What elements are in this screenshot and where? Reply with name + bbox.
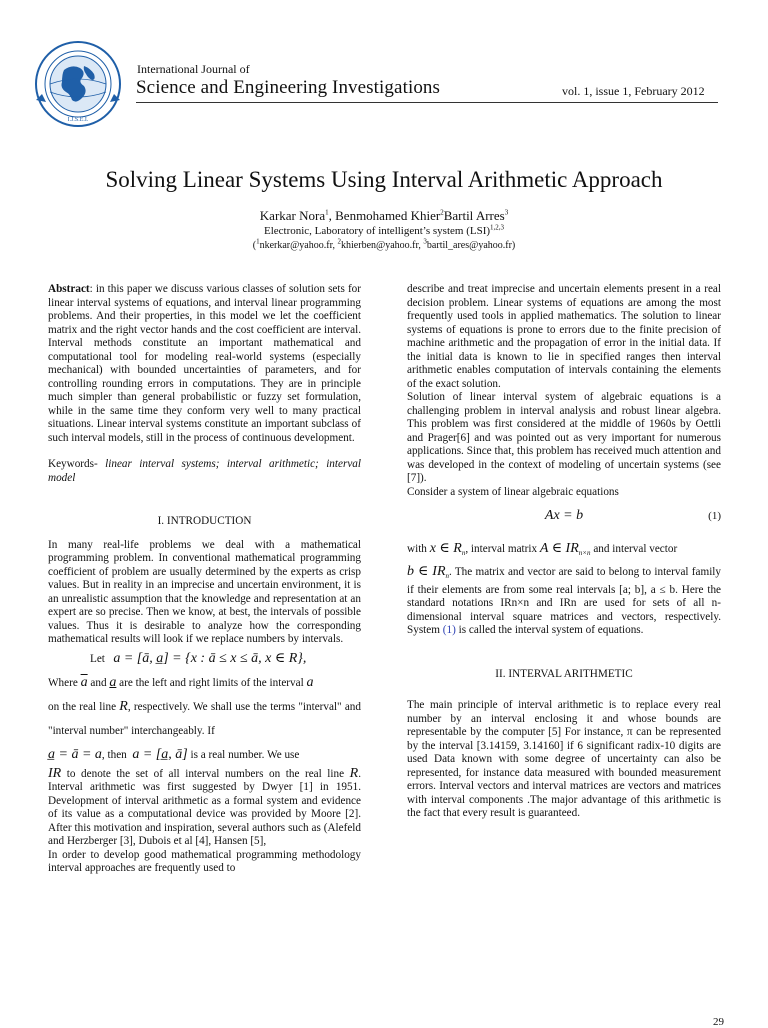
paper-title: Solving Linear Systems Using Interval Arithmetic Approach [105, 167, 663, 192]
author-2: Benmohamed Khier [335, 208, 441, 223]
right-paragraph-1: describe and treat imprecise and uncertain elements present in a real decision problem. Linear systems of equations are among the most frequently used tools in applied mathematics. The solution to linear systems of equations is prone to errors due to the finite precision of machine arithmetic and the propagation of error in the initial data. If the initial data is known to lie in specified ranges then interval arithmetic enables computation of intervals containing the elements of the exact solution. [407, 283, 721, 390]
section-heading-interval-arithmetic: II. INTERVAL ARITHMETIC [495, 667, 633, 680]
journal-title: Science and Engineering Investigations [136, 77, 441, 98]
intro-paragraph-2: In order to develop good mathematical programming methodology interval approaches are frequently used to [48, 848, 361, 874]
page-number: 29 [713, 1016, 724, 1028]
section-heading-introduction: I. INTRODUCTION [157, 515, 252, 527]
right-paragraph-2: Solution of linear interval system of algebraic equations is a challenging problem in interval analysis and robust linear algebra. This problem was first considered at the middle of 1960s by Oettli and Prager[6] and was pointed out as very important for numerous applications. Since that, this problem has received much attention and was developed in the context of modeling of uncertain systems (see [7]). [407, 391, 721, 484]
right-paragraph-4: b ∈ $IR_n$. The matrix and vector are said to belong to interval family if their elements are from some real intervals [a; b], a ≤ b. Here the standard notations IRn×n and IRn are used for sets of all n-dimensional interval square matrices and vectors, respectively. System (1) is called the interval system of equations. [407, 564, 722, 637]
volume-info: vol. 1, issue 1, February 2012 [562, 84, 705, 98]
interval-formula: a = [ā, a̲] = {x : ā ≤ x ≤ ā, x ∈ R}, [113, 650, 307, 666]
interval-definition: Let a = [ā, a̲] = {x : ā ≤ x ≤ ā, x ∈ R}, [90, 650, 307, 666]
logo-seal-text: I.J.S.E.I. [67, 117, 89, 123]
journal-prefix: International Journal of [137, 62, 250, 76]
abstract-label: Abstract [48, 283, 90, 295]
email-3[interactable]: bartil_ares@yahoo.fr) [426, 240, 516, 251]
affiliation: Electronic, Laboratory of intelligent’s system (LSI)$^{1,2,3}$ [263, 223, 505, 237]
equation-1-number: (1) [708, 510, 721, 522]
authors: Karkar Nora$^1$, Benmohamed Khier$^2$Bartil Arres$^3$ [259, 208, 509, 223]
globe-seal-icon [24, 40, 132, 128]
interval-history: IR to denote the set of all interval numbers on the real line R. Interval arithmetic was first suggested by Dwyer [1] in 1951. Development of interval arithmetic as a formal system and evidence of its value as a computational device was provided by Moore [2]. After this motivation and inspiration, several authors such as (Alefeld and Herzberger [3], Dubois et al [4], Hansen [5], [48, 765, 362, 847]
abstract: Abstract: in this paper we discuss various classes of solution sets for linear interval systems of equations, and interval linear programming problems. And their properties, in this model we let the coefficient matrix and the right vector hands and the cost coefficient are interval. Interval methods constitute an important mathematical and computational tool for modeling real-world systems (especially mechanical) with bounded uncertainties of parameters, and for controlling rounding errors in computations. They are in principle much simpler than general probabilistic or fuzzy set formulation, while in the same time they conform very well to many practical situations. Linear interval systems constitute an important subclass of such interval models, still in the process of continuous development. [48, 283, 361, 444]
keywords: Keywords- linear interval systems; interval arithmetic; interval model [48, 458, 361, 484]
author-emails: ($^1$nkerkar@yahoo.fr, $^2$khierben@yahoo.fr, $^3$bartil_ares@yahoo.fr) [252, 237, 516, 251]
real-number-sentence: a̲ = ā = a, then a = [a̲, ā] is a real number. We use [48, 746, 300, 762]
email-1[interactable]: nkerkar@yahoo.fr, [259, 240, 338, 251]
real-line-sentence: on the real line R, respectively. We shall use the terms "interval" and "interval number" interchangeably. If [48, 698, 361, 737]
right-paragraph-5: The main principle of interval arithmetic is to replace every real number by an interval enclosing it and whose bounds are representable by the computer [5] For instance, π can be represented by the interval [3.14159, 3.14160] if 6 significant radix-10 digits are used Data known with some degree of uncertainty can also be represented, for instance data measured with bounded measurement errors. Interval vectors and interval matrices are vectors and matrices with interval components .The major advantage of this arithmetic is the fact that every result is guaranteed. [407, 699, 721, 820]
intro-paragraph-1: In many real-life problems we deal with a mathematical programming problem. In conventional mathematical programming coefficient of problem are usually determined by the experts as crisp values. But in reality in an imprecise and uncertain environment, it is an unrealistic assumption that the knowledge and representation at an expert are so precise. Then we know, at best, the intervals of possible values. Thus it is desirable to analyze how the corresponding mathematical results will look if we replace numbers by intervals. [48, 538, 361, 645]
right-column [407, 283, 721, 821]
limits-sentence: Where $\overline{a}$ and a are the left and right limits of the interval a [48, 674, 314, 690]
equation-1-body: Ax = b [544, 508, 584, 523]
author-3: Bartil Arres [443, 208, 505, 223]
equation-1 [407, 505, 721, 529]
author-1: Karkar Nora [259, 208, 326, 223]
email-2[interactable]: khierben@yahoo.fr, [341, 240, 424, 251]
system-definition: with x ∈ $R_n$, interval matrix A ∈ $IR_{n\times n}$ and interval vector [407, 541, 678, 558]
right-paragraph-3: Consider a system of linear algebraic equations [407, 485, 619, 498]
header-divider [136, 102, 718, 103]
equation-reference-link[interactable]: (1) [442, 624, 456, 637]
journal-logo [24, 40, 132, 128]
left-column [48, 283, 361, 876]
